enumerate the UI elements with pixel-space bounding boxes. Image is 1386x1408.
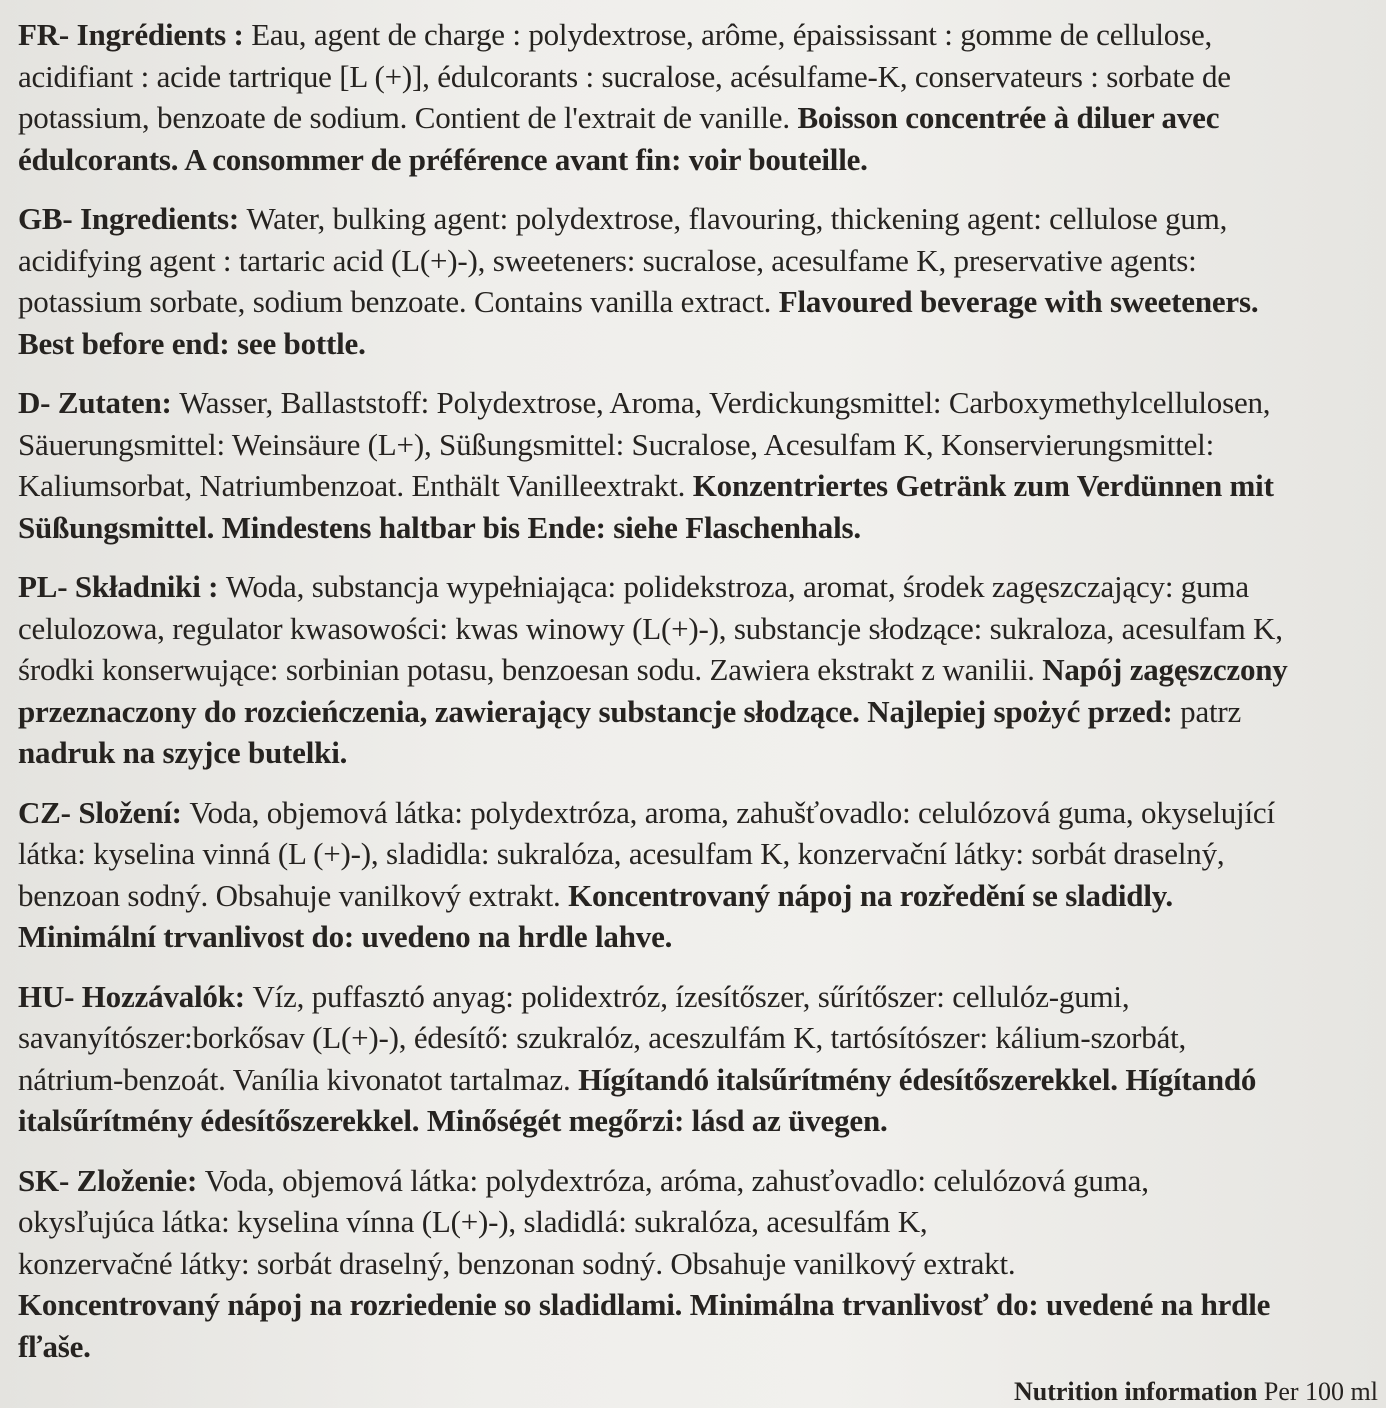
body-text: benzoan sodný. Obsahuje vanilkový extrakt. (18, 877, 569, 913)
text-line (18, 1160, 1368, 1202)
ingredients-label (18, 14, 1368, 1385)
bold-text: Best before end: see bottle. (18, 325, 366, 361)
bold-text: D- Zutaten: (18, 385, 180, 420)
bold-text: HU- Hozzávalók: (18, 978, 253, 1014)
text-line (18, 608, 1368, 650)
bold-text: GB- Ingredients: (18, 201, 247, 236)
bold-text: fľaše. (18, 1328, 91, 1364)
text-line (18, 1326, 1368, 1368)
body-text: konzervačné látky: sorbát draselný, benzonan sodný. Obsahuje vanilkový extrakt. (18, 1245, 1016, 1281)
text-line (18, 1284, 1368, 1326)
body-text: acidifiant : acide tartrique [L (+)], édulcorants : sucralose, acésulfame-K, conservateurs : sorbate de (18, 58, 1231, 94)
text-line (18, 732, 1368, 774)
ingredients-section-gb (18, 198, 1368, 364)
body-text: celulozowa, regulator kwasowości: kwas winowy (L(+)-), substancje słodzące: sukraloza, acesulfam K, (18, 610, 1283, 646)
text-line (18, 1100, 1368, 1142)
body-text: Wasser, Ballaststoff: Polydextrose, Aroma, Verdickungsmittel: Carboxymethylcellulosen, (179, 385, 1271, 420)
text-line (18, 875, 1368, 917)
body-text: Kaliumsorbat, Natriumbenzoat. Enthält Vanilleextrakt. (18, 468, 693, 503)
text-line (18, 14, 1368, 56)
bold-text: SK- Zloženie: (18, 1162, 205, 1198)
ingredients-section-pl (18, 566, 1368, 774)
bold-text: PL- Składniki : (18, 569, 226, 604)
bold-text: Konzentriertes Getränk zum Verdünnen mit (692, 468, 1274, 503)
body-text: potassium sorbate, sodium benzoate. Contains vanilla extract. (18, 284, 779, 319)
body-text: látka: kyselina vinná (L (+)-), sladidla: sukralóza, acesulfam K, konzervační látky: sorbát draselný, (18, 836, 1225, 871)
bold-text: FR- Ingrédients : (18, 17, 252, 52)
text-line (18, 139, 1368, 181)
text-line (18, 240, 1368, 282)
bold-text: Hígítandó italsűrítmény édesítőszerekkel. Hígítandó (578, 1061, 1257, 1097)
body-text: środki konserwujące: sorbinian potasu, benzoesan sodu. Zawiera ekstrakt z wanilii. (18, 652, 1043, 687)
text-line (18, 691, 1368, 733)
bold-text: italsűrítmény édesítőszerekkel. Minőségét megőrzi: lásd az üvegen. (18, 1103, 888, 1138)
bold-text: édulcorants. A consommer de préférence avant fin: voir bouteille. (18, 141, 868, 177)
text-line (18, 507, 1368, 549)
ingredients-section-sk (18, 1160, 1368, 1368)
text-line (18, 281, 1368, 323)
text-line (18, 198, 1368, 240)
text-line (18, 323, 1368, 365)
text-line (18, 1201, 1368, 1243)
text-line (18, 1243, 1368, 1285)
body-text: Voda, objemová látka: polydextróza, aroma, zahušťovadlo: celulózová guma, okyselující (189, 794, 1275, 830)
text-line (18, 1059, 1368, 1101)
text-line (18, 916, 1368, 958)
text-line (18, 1017, 1368, 1059)
bold-text: przeznaczony do rozcieńczenia, zawierający substancje słodzące. Najlepiej spożyć przed: (18, 693, 1181, 729)
text-line (18, 792, 1368, 834)
bold-text: Flavoured beverage with sweeteners. (778, 284, 1259, 319)
bold-text: Süßungsmittel. Mindestens haltbar bis Ende: siehe Flaschenhals. (18, 509, 861, 545)
ingredients-section-cz (18, 792, 1368, 958)
bold-text: CZ- Složení: (18, 794, 190, 830)
bold-text: Koncentrovaný nápoj na rozriedenie so sladidlami. Minimálna trvanlivosť do: uvedené na hrdle (18, 1287, 1271, 1322)
ingredients-section-hu (18, 976, 1368, 1142)
bold-text: nadruk na szyjce butelki. (18, 735, 348, 770)
body-text: nátrium-benzoát. Vanília kivonatot tartalmaz. (18, 1061, 579, 1097)
text-line (18, 833, 1368, 875)
text-line (18, 566, 1368, 608)
bold-text: Minimální trvanlivost do: uvedeno na hrdle lahve. (18, 919, 673, 954)
body-text: Eau, agent de charge : polydextrose, arôme, épaississant : gomme de cellulose, (251, 17, 1213, 52)
bold-text: Boisson concentrée à diluer avec (797, 100, 1220, 135)
body-text: Voda, objemová látka: polydextróza, aróma, zahusťovadlo: celulózová guma, (204, 1162, 1149, 1198)
body-text: savanyítószer:borkősav (L(+)-), édesítő: szukralóz, aceszulfám K, tartósítószer: kálium-szorbát, (18, 1020, 1187, 1055)
text-line (18, 424, 1368, 466)
body-text: okysľujúca látka: kyselina vínna (L(+)-), sladidlá: sukralóza, acesulfám K, (18, 1204, 928, 1239)
ingredients-section-d (18, 382, 1368, 548)
body-text: Víz, puffasztó anyag: polidextróz, ízesítőszer, sűrítőszer: cellulóz-gumi, (252, 978, 1130, 1014)
text-line (18, 56, 1368, 98)
body-text: Water, bulking agent: polydextrose, flavouring, thickening agent: cellulose gum, (246, 201, 1228, 236)
ingredients-section-fr (18, 14, 1368, 180)
body-text: patrz (1180, 693, 1242, 729)
bold-text: Koncentrovaný nápoj na rozředění se sladidly. (568, 877, 1173, 913)
nutrition-per-unit: Per 100 ml (1263, 1377, 1378, 1406)
text-line (18, 97, 1368, 139)
body-text: potassium, benzoate de sodium. Contient de l'extrait de vanille. (18, 100, 798, 135)
nutrition-information-title: Nutrition information (1014, 1377, 1264, 1406)
bold-text: Napój zagęszczony (1042, 652, 1288, 687)
body-text: acidifying agent : tartaric acid (L(+)-), sweeteners: sucralose, acesulfame K, preservative agents: (18, 242, 1197, 278)
body-text: Säuerungsmittel: Weinsäure (L+), Süßungsmittel: Sucralose, Acesulfam K, Konservierungsmittel: (18, 426, 1214, 462)
body-text: Woda, substancja wypełniająca: polidekstroza, aromat, środek zagęszczający: guma (225, 569, 1249, 604)
text-line (18, 976, 1368, 1018)
text-line (18, 649, 1368, 691)
text-line (18, 465, 1368, 507)
text-line (18, 382, 1368, 424)
nutrition-information-heading (1014, 1376, 1378, 1408)
